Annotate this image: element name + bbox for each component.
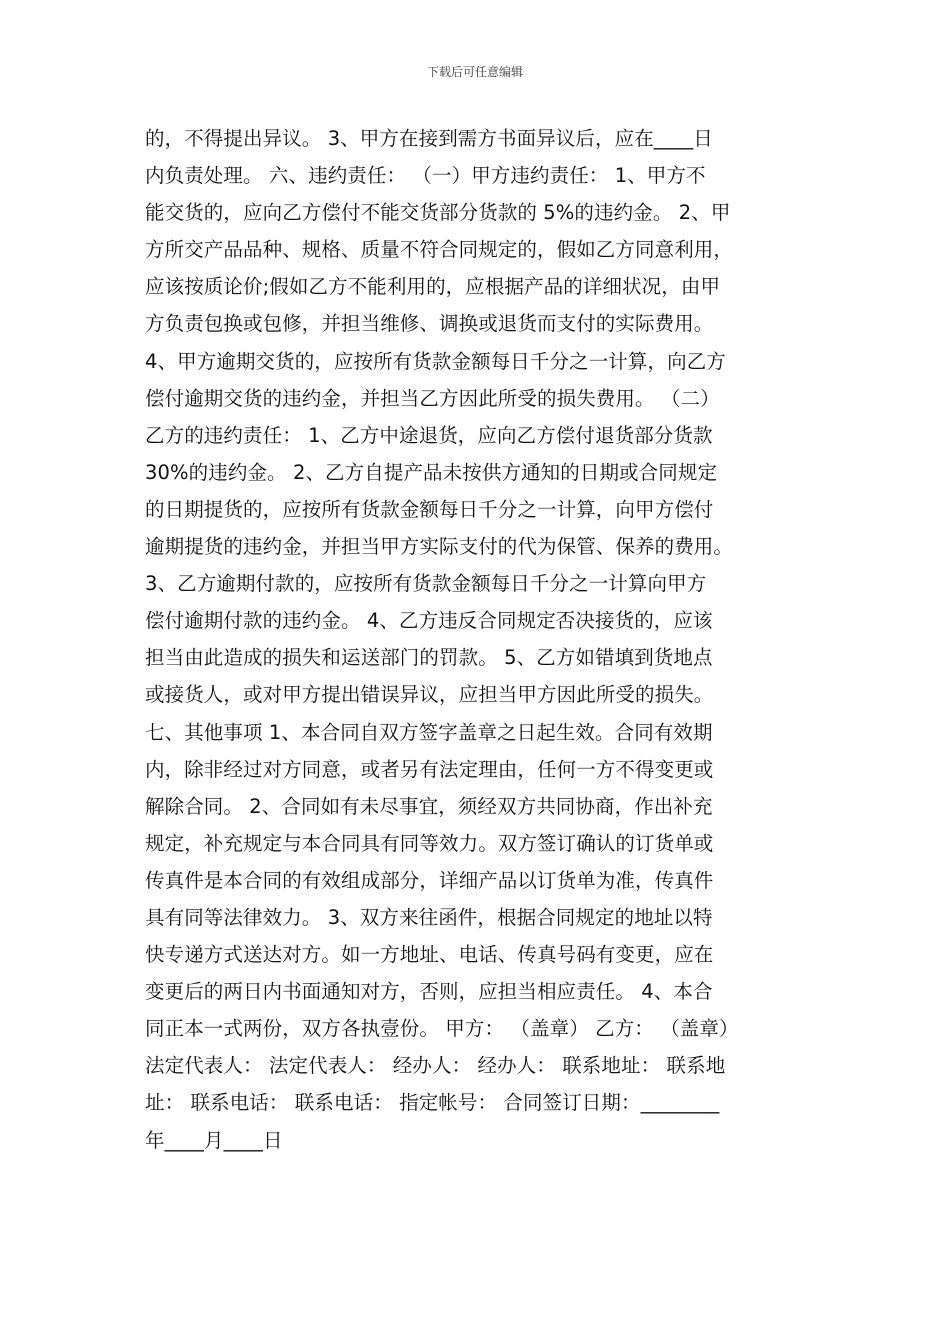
text-line: 快专递方式送达对方。如一方地址、电话、传真号码有变更，应在 [145, 943, 714, 967]
text-line: 30%的违约金。 2、乙方自提产品未按供方通知的日期或合同规定 [145, 460, 718, 484]
text-line: 址： 联系电话： 联系电话： 指定帐号： 合同签订日期：________ [145, 1091, 720, 1115]
text-line: 逾期提货的违约金，并担当甲方实际支付的代为保管、保养的费用。 [145, 535, 734, 559]
text-line: 3、乙方逾期付款的，应按所有货款金额每日千分之一计算向甲方 [145, 572, 707, 596]
text-line: 法定代表人： 法定代表人： 经办人： 经办人： 联系地址： 联系地 [145, 1054, 726, 1078]
page-header-note: 下载后可任意编辑 [426, 65, 523, 79]
text-line: 年____月____日 [145, 1128, 283, 1152]
text-line: 规定，补充规定与本合同具有同等效力。双方签订确认的订货单或 [145, 831, 714, 855]
text-line: 同正本一式两份，双方各执壹份。 甲方： （盖章） 乙方： （盖章） [145, 1017, 739, 1041]
text-line: 具有同等法律效力。 3、双方来往函件，根据合同规定的地址以特 [145, 905, 713, 929]
text-line: 传真件是本合同的有效组成部分，详细产品以订货单为准，传真件 [145, 868, 714, 892]
text-line: 变更后的两日内书面通知对方，否则，应担当相应责任。 4、本合 [145, 980, 713, 1004]
text-line: 乙方的违约责任： 1、乙方中途退货，应向乙方偿付退货部分货款 [145, 423, 713, 447]
contract-body-text [145, 120, 810, 1159]
text-line: 七、其他事项 1、本合同自双方签字盖章之日起生效。合同有效期 [145, 720, 713, 744]
text-line: 偿付逾期交货的违约金，并担当乙方因此所受的损失费用。 （二） [145, 386, 720, 410]
text-line: 内负责处理。 六、违约责任： （一）甲方违约责任： 1、甲方不 [145, 164, 706, 188]
text-line: 的日期提货的，应按所有货款金额每日千分之一计算，向甲方偿付 [145, 497, 714, 521]
text-line: 方负责包换或包修，并担当维修、调换或退货而支付的实际费用。 [145, 312, 714, 336]
text-line: 解除合同。 2、合同如有未尽事宜，须经双方共同协商，作出补充 [145, 794, 713, 818]
text-line: 应该按质论价;假如乙方不能利用的，应根据产品的详细状况，由甲 [145, 275, 721, 299]
text-line: 偿付逾期付款的违约金。 4、乙方违反合同规定否决接货的，应该 [145, 609, 713, 633]
text-line: 担当由此造成的损失和运送部门的罚款。 5、乙方如错填到货地点 [145, 646, 713, 670]
text-line: 的，不得提出异议。 3、甲方在接到需方书面异议后，应在____日 [145, 127, 713, 150]
text-line: 4、甲方逾期交货的，应按所有货款金额每日千分之一计算，向乙方 [145, 349, 726, 373]
text-line: 方所交产品品种、规格、质量不符合同规定的，假如乙方同意利用， [145, 238, 734, 262]
text-line: 或接货人，或对甲方提出错误异议，应担当甲方因此所受的损失。 [145, 683, 714, 707]
text-line: 能交货的，应向乙方偿付不能交货部分货款的 5%的违约金。 2、甲 [145, 201, 731, 225]
text-line: 内，除非经过对方同意，或者另有法定理由，任何一方不得变更或 [145, 757, 714, 781]
